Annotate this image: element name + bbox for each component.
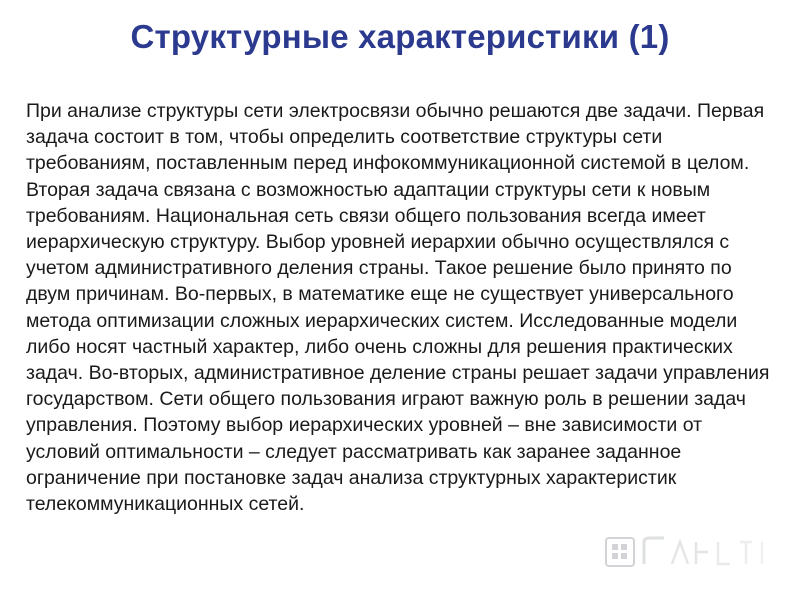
presentation-logo-watermark-icon [600,530,780,574]
slide-body-text: При анализе структуры сети электросвязи обычно решаются две задачи. Первая задача состоит в том, чтобы определить соответствие структуры сети требованиям, поставленным перед инфокоммуникационной системой в целом. Вторая задача связана с возможностью адаптации структуры сети к новым требованиям. Национальная сеть связи общего пользования всегда имеет иерархическую структуру. Выбор уровней иерархии обычно осуществлялся с учетом административного деления страны. Такое решение было принято по двум причинам. Во-первых, в математике еще не существует универсального метода оптимизации сложных иерархических систем. Исследованные модели либо носят частный характер, либо очень сложны для решения практических задач. Во-вторых, административное деление страны решает задачи управления государством. Сети общего пользования играют важную роль в решении задач управления. Поэтому выбор иерархических уровней – вне зависимости от условий оптимальности – следует рассматривать как заранее заданное ограничение при постановке задач анализа структурных характеристик телекоммуникационных сетей. [26,100,770,516]
slide-title: Структурные характеристики (1) [130,18,670,55]
